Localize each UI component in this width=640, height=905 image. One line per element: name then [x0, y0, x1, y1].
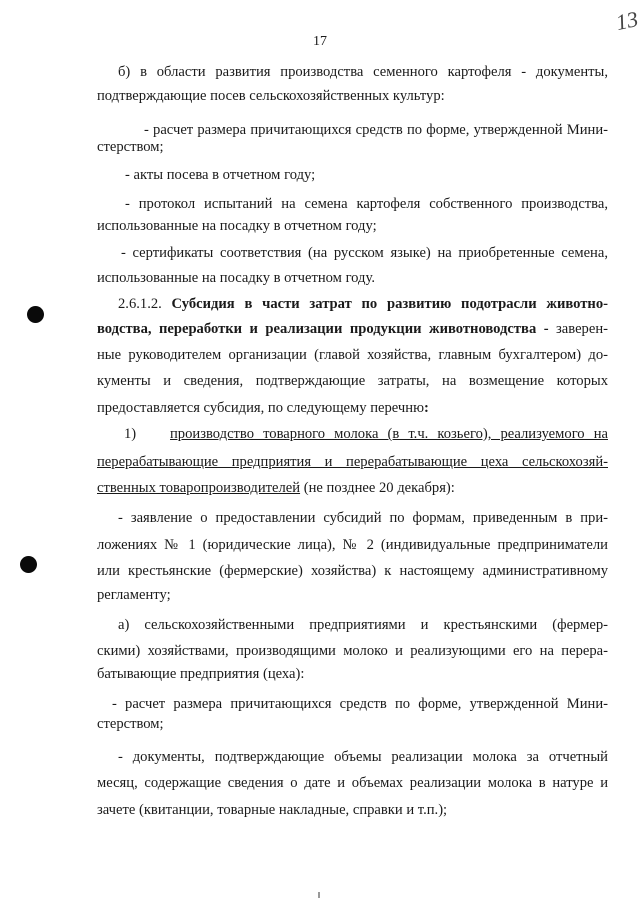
text-line: б) в области развития производства семенного картофеля - документы,	[118, 64, 608, 80]
text-line: ложениях № 1 (юридические лица), № 2 (индивидуальные предприниматели	[97, 537, 608, 553]
punch-hole	[20, 556, 37, 573]
text-line: ные руководителем организации (главой хозяйства, главным бухгалтером) до-	[97, 347, 608, 363]
text-line: использованные на посадку в отчетном году.	[97, 270, 375, 286]
text-line: батывающие предприятия (цеха):	[97, 666, 305, 682]
text-line: подтверждающие посев сельскохозяйственных культур:	[97, 88, 445, 104]
text-line: предоставляется субсидия, по следующему перечню:	[97, 400, 429, 416]
text-line: - расчет размера причитающихся средств по форме, утвержденной Мини-	[112, 696, 608, 712]
text-line: стерством;	[97, 139, 164, 155]
underlined-text-line: производство товарного молока (в т.ч. козьего), реализуемого на	[170, 426, 608, 442]
scan-speck	[318, 892, 320, 898]
text-line: а) сельскохозяйственными предприятиями и крестьянскими (фермер-	[118, 617, 608, 633]
handwritten-page-mark: 13	[613, 5, 640, 36]
text-line: скими) хозяйствами, производящими молоко и реализующими его на перера-	[97, 643, 608, 659]
text-line: или крестьянские (фермерские) хозяйства) к настоящему административному	[97, 563, 608, 579]
list-item-number: 1)	[124, 426, 137, 442]
text-line: кументы и сведения, подтверждающие затраты, на возмещение которых	[97, 373, 608, 389]
page-number: 17	[313, 34, 327, 49]
text-line: использованные на посадку в отчетном году;	[97, 218, 377, 234]
underlined-text-line: перерабатывающие предприятия и перерабатывающие цеха сельскохозяй-	[97, 454, 608, 470]
text-line: регламенту;	[97, 587, 171, 603]
text-line: - расчет размера причитающихся средств по форме, утвержденной Мини-	[144, 122, 608, 138]
section-number: 2.6.1.2.	[118, 296, 162, 312]
text-line: месяц, содержащие сведения о дате и объемах реализации молока в натуре и	[97, 775, 608, 791]
text-line: - протокол испытаний на семена картофеля собственного производства,	[125, 196, 608, 212]
text-line: стерством;	[97, 716, 164, 732]
section-title: Субсидия в части затрат по развитию подотрасли животно-	[171, 296, 609, 312]
text-line: зачете (квитанции, товарные накладные, справки и т.п.);	[97, 802, 448, 818]
text-line: - сертификаты соответствия (на русском языке) на приобретенные семена,	[121, 245, 608, 261]
text-line: ственных товаропроизводителей (не позднее 20 декабря):	[97, 480, 455, 496]
section-title: водства, переработки и реализации продукции животноводства -	[97, 321, 549, 337]
text-line: - акты посева в отчетном году;	[125, 167, 316, 183]
section-heading-line	[118, 294, 608, 314]
text-line: - документы, подтверждающие объемы реализации молока за отчетный	[118, 749, 608, 765]
section-heading-line: водства, переработки и реализации продукции животноводства - заверен-	[97, 321, 608, 337]
punch-hole	[27, 306, 44, 323]
text-line: - заявление о предоставлении субсидий по формам, приведенным в при-	[118, 510, 608, 526]
